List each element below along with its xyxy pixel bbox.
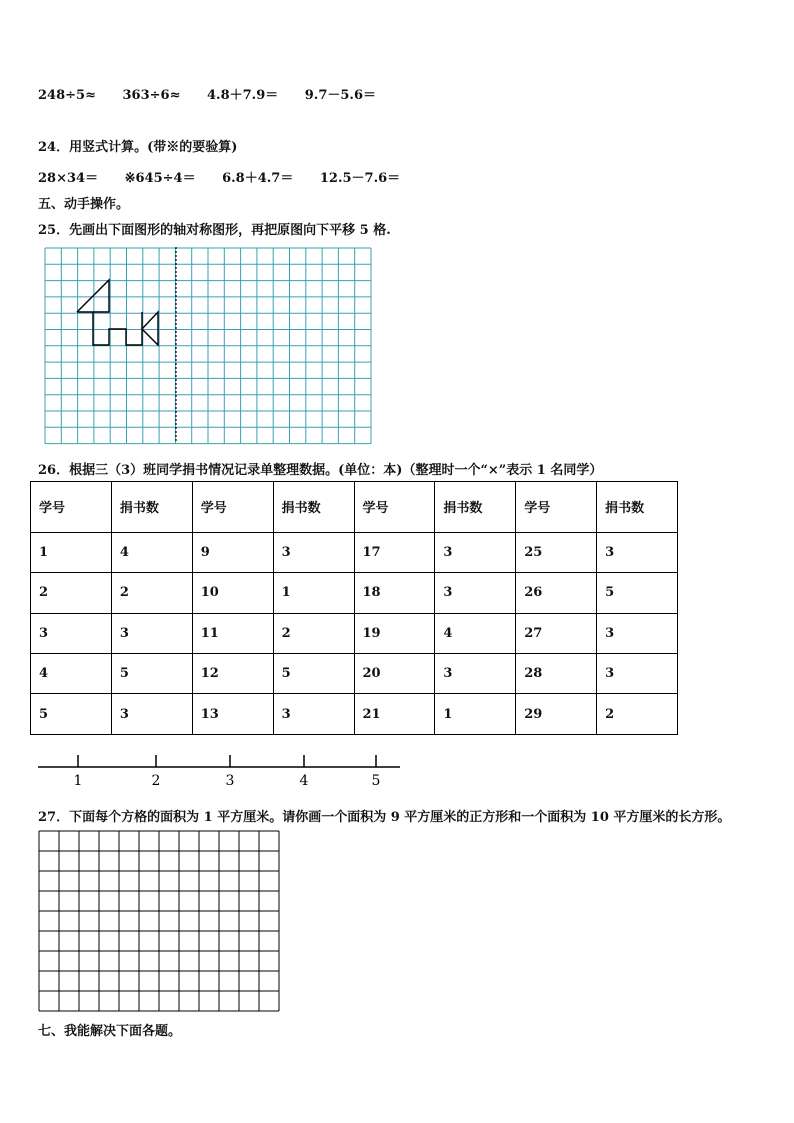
number-line-label: 5 bbox=[371, 773, 381, 789]
table-cell: 1 bbox=[31, 532, 112, 572]
table-cell: 3 bbox=[435, 532, 516, 572]
header-cell: 捐书数 bbox=[111, 482, 192, 533]
table-cell: 9 bbox=[192, 532, 273, 572]
number-line-label: 3 bbox=[225, 773, 235, 789]
table-cell: 3 bbox=[597, 613, 678, 653]
table-cell: 4 bbox=[111, 532, 192, 572]
table-row bbox=[31, 613, 678, 653]
header-cell: 学号 bbox=[516, 482, 597, 533]
table-cell: 3 bbox=[111, 694, 192, 735]
q24-item: ※645÷4＝ bbox=[124, 171, 196, 186]
q23-item: 9.7－5.6＝ bbox=[304, 88, 376, 103]
header-cell: 学号 bbox=[192, 482, 273, 533]
table-cell: 21 bbox=[354, 694, 435, 735]
table-cell: 5 bbox=[273, 654, 354, 694]
table-cell: 17 bbox=[354, 532, 435, 572]
table-cell: 1 bbox=[435, 694, 516, 735]
number-line-label: 1 bbox=[73, 773, 83, 789]
number-line-label: 2 bbox=[151, 773, 161, 789]
table-cell: 3 bbox=[111, 613, 192, 653]
table-cell: 3 bbox=[273, 694, 354, 735]
table-cell: 5 bbox=[111, 654, 192, 694]
table-cell: 1 bbox=[273, 573, 354, 613]
table-cell: 5 bbox=[31, 694, 112, 735]
q26-title: 26．根据三（3）班同学捐书情况记录单整理数据。(单位：本)（整理时一个“×”表示 1 名同学） bbox=[38, 463, 603, 478]
table-cell: 4 bbox=[31, 654, 112, 694]
table-cell: 5 bbox=[597, 573, 678, 613]
q24-item: 12.5－7.6＝ bbox=[319, 171, 401, 186]
table-cell: 18 bbox=[354, 573, 435, 613]
q24-line bbox=[38, 167, 422, 186]
number-line-label: 4 bbox=[299, 773, 309, 789]
table-cell: 13 bbox=[192, 694, 273, 735]
table-cell: 20 bbox=[354, 654, 435, 694]
table-cell: 10 bbox=[192, 573, 273, 613]
q23-item: 248÷5≈ bbox=[38, 88, 96, 103]
table-cell: 2 bbox=[31, 573, 112, 613]
table-cell: 26 bbox=[516, 573, 597, 613]
q27-title: 27．下面每个方格的面积为 1 平方厘米。请你画一个面积为 9 平方厘米的正方形和一个面积为 10 平方厘米的长方形。 bbox=[38, 810, 731, 825]
header-cell: 捐书数 bbox=[435, 482, 516, 533]
original-shape bbox=[77, 280, 158, 345]
q27-grid bbox=[38, 830, 282, 1016]
table-cell: 25 bbox=[516, 532, 597, 572]
table-cell: 3 bbox=[597, 532, 678, 572]
donation-table bbox=[30, 481, 678, 735]
header-cell: 捐书数 bbox=[273, 482, 354, 533]
section5-title: 五、动手操作。 bbox=[38, 197, 130, 212]
table-cell: 11 bbox=[192, 613, 273, 653]
table-cell: 3 bbox=[31, 613, 112, 653]
table-cell: 28 bbox=[516, 654, 597, 694]
table-row bbox=[31, 694, 678, 735]
table-cell: 3 bbox=[273, 532, 354, 572]
q24-item: 6.8＋4.7＝ bbox=[222, 171, 294, 186]
table-row bbox=[31, 532, 678, 572]
table-cell: 3 bbox=[597, 654, 678, 694]
header-cell: 学号 bbox=[31, 482, 112, 533]
table-cell: 2 bbox=[111, 573, 192, 613]
q25-grid bbox=[44, 247, 374, 445]
table-cell: 27 bbox=[516, 613, 597, 653]
table-cell: 3 bbox=[435, 573, 516, 613]
table-cell: 19 bbox=[354, 613, 435, 653]
number-line bbox=[38, 752, 408, 792]
header-cell: 学号 bbox=[354, 482, 435, 533]
table-cell: 2 bbox=[273, 613, 354, 653]
table-cell: 29 bbox=[516, 694, 597, 735]
table-cell: 12 bbox=[192, 654, 273, 694]
table-row bbox=[31, 573, 678, 613]
q24-title: 24．用竖式计算。(带※的要验算) bbox=[38, 140, 238, 155]
q25-title: 25．先画出下面图形的轴对称图形，再把原图向下平移 5 格. bbox=[38, 223, 391, 238]
table-cell: 3 bbox=[435, 654, 516, 694]
q23-line bbox=[38, 84, 398, 103]
table-row bbox=[31, 654, 678, 694]
table-cell: 2 bbox=[597, 694, 678, 735]
table-header-row bbox=[31, 482, 678, 533]
q23-item: 363÷6≈ bbox=[122, 88, 181, 103]
header-cell: 捐书数 bbox=[597, 482, 678, 533]
q24-item: 28×34＝ bbox=[38, 171, 99, 186]
section7-title: 七、我能解决下面各题。 bbox=[38, 1024, 182, 1039]
table-cell: 4 bbox=[435, 613, 516, 653]
q23-item: 4.8＋7.9＝ bbox=[207, 88, 279, 103]
